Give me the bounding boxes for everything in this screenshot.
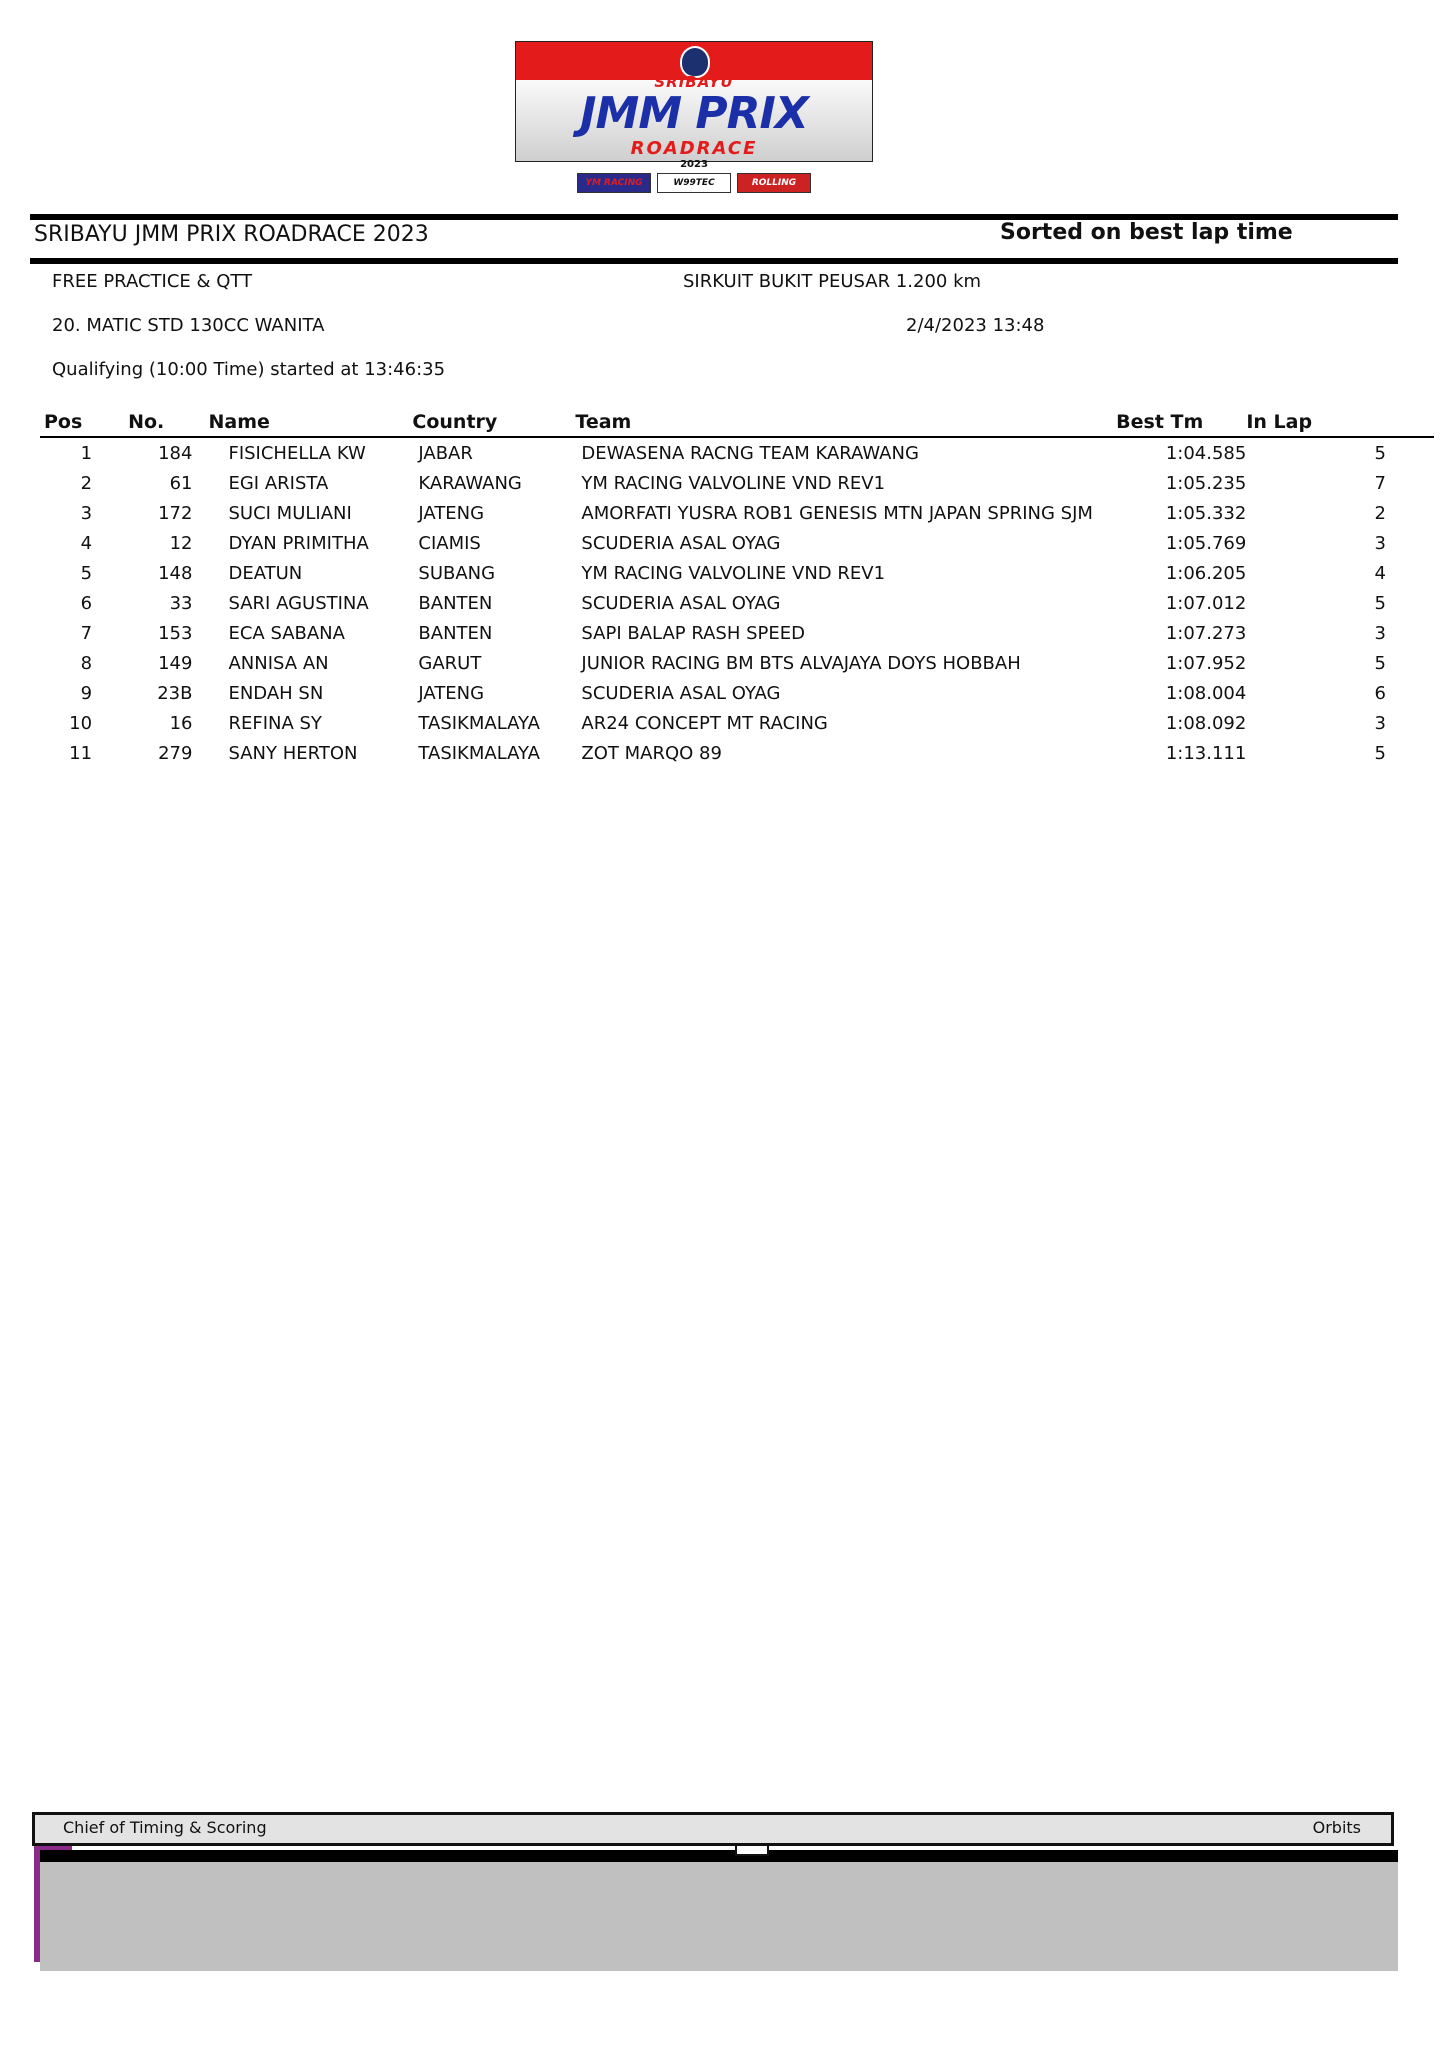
cell-no: 279	[158, 742, 193, 764]
cell-name: DYAN PRIMITHA	[228, 532, 369, 554]
header-rule-bottom	[30, 258, 1398, 264]
cell-name: SUCI MULIANI	[228, 502, 352, 524]
table-row	[40, 648, 1434, 678]
table-row	[40, 588, 1434, 618]
cell-pos: 2	[80, 472, 93, 494]
cell-name: ECA SABANA	[228, 622, 345, 644]
session-start: Qualifying (10:00 Time) started at 13:46:35	[52, 359, 446, 380]
cell-best-time: 1:05.769	[1165, 532, 1247, 554]
cell-best-time: 1:13.111	[1165, 742, 1247, 764]
cell-pos: 5	[80, 562, 93, 584]
cell-country: CIAMIS	[418, 532, 481, 554]
cell-country: BANTEN	[418, 622, 493, 644]
cell-no: 12	[169, 532, 193, 554]
cell-team: DEWASENA RACNG TEAM KARAWANG	[581, 442, 919, 464]
cell-no: 172	[158, 502, 193, 524]
logo-frame	[515, 41, 873, 162]
table-row	[40, 738, 1434, 768]
cell-pos: 9	[80, 682, 93, 704]
footer-purple-corner	[34, 1846, 72, 1850]
cell-country: GARUT	[418, 652, 482, 674]
session-type: FREE PRACTICE & QTT	[52, 271, 253, 292]
report-datetime: 2/4/2023 13:48	[906, 315, 1045, 336]
logo-brand-text: SRIBAYU	[654, 73, 734, 91]
sponsor-logo: YM RACING	[577, 173, 651, 193]
table-row	[40, 558, 1434, 588]
column-header-pos: Pos	[40, 408, 102, 437]
cell-country: SUBANG	[418, 562, 496, 584]
event-logo	[515, 41, 873, 206]
event-title: SRIBAYU JMM PRIX ROADRACE 2023	[34, 222, 429, 247]
results-table	[40, 408, 1434, 768]
cell-in-lap: 2	[1374, 502, 1386, 524]
cell-no: 23B	[157, 682, 193, 704]
footer-chief-timing: Chief of Timing & Scoring	[63, 1818, 267, 1837]
cell-no: 16	[169, 712, 193, 734]
cell-in-lap: 7	[1374, 472, 1386, 494]
cell-pos: 4	[80, 532, 93, 554]
column-header-team: Team	[575, 408, 1116, 437]
table-header-row	[40, 408, 1434, 437]
cell-no: 184	[158, 442, 193, 464]
cell-name: ENDAH SN	[228, 682, 324, 704]
table-row	[40, 678, 1434, 708]
sponsor-logo: W99TEC	[657, 173, 731, 193]
footer-tab-marker	[735, 1844, 769, 1856]
cell-pos: 11	[69, 742, 93, 764]
cell-team: AMORFATI YUSRA ROB1 GENESIS MTN JAPAN SPRING SJM	[581, 502, 1093, 524]
logo-year: 2023	[680, 159, 708, 170]
column-header-in-lap: In Lap	[1246, 408, 1434, 437]
cell-best-time: 1:07.273	[1165, 622, 1247, 644]
cell-team: ZOT MARQO 89	[581, 742, 722, 764]
results-body	[40, 437, 1434, 768]
cell-country: TASIKMALAYA	[418, 712, 540, 734]
sort-note: Sorted on best lap time	[1000, 220, 1293, 245]
cell-name: EGI ARISTA	[228, 472, 329, 494]
cell-pos: 10	[69, 712, 93, 734]
cell-best-time: 1:08.004	[1165, 682, 1247, 704]
cell-best-time: 1:06.205	[1165, 562, 1247, 584]
cell-name: REFINA SY	[228, 712, 322, 734]
cell-no: 148	[158, 562, 193, 584]
cell-country: JATENG	[418, 682, 485, 704]
table-row	[40, 708, 1434, 738]
cell-best-time: 1:05.235	[1165, 472, 1247, 494]
cell-in-lap: 4	[1374, 562, 1386, 584]
cell-best-time: 1:08.092	[1165, 712, 1247, 734]
cell-in-lap: 5	[1374, 652, 1386, 674]
race-class: 20. MATIC STD 130CC WANITA	[52, 315, 325, 336]
cell-name: SARI AGUSTINA	[228, 592, 369, 614]
cell-in-lap: 5	[1374, 742, 1386, 764]
cell-in-lap: 3	[1374, 712, 1386, 734]
cell-pos: 8	[80, 652, 93, 674]
cell-pos: 7	[80, 622, 93, 644]
cell-in-lap: 3	[1374, 532, 1386, 554]
cell-country: JATENG	[418, 502, 485, 524]
table-row	[40, 498, 1434, 528]
cell-no: 149	[158, 652, 193, 674]
cell-country: BANTEN	[418, 592, 493, 614]
logo-main-text: JMM PRIX	[580, 88, 808, 139]
cell-team: SCUDERIA ASAL OYAG	[581, 592, 781, 614]
table-row	[40, 437, 1434, 468]
cell-team: YM RACING VALVOLINE VND REV1	[581, 472, 886, 494]
table-row	[40, 468, 1434, 498]
cell-in-lap: 3	[1374, 622, 1386, 644]
cell-team: SCUDERIA ASAL OYAG	[581, 532, 781, 554]
cell-team: SCUDERIA ASAL OYAG	[581, 682, 781, 704]
cell-best-time: 1:07.012	[1165, 592, 1247, 614]
cell-country: JABAR	[418, 442, 473, 464]
column-header-no: No.	[102, 408, 192, 437]
footer-black-rule	[38, 1850, 1398, 1862]
cell-team: SAPI BALAP RASH SPEED	[581, 622, 806, 644]
cell-no: 153	[158, 622, 193, 644]
footer-orbits: Orbits	[1312, 1818, 1361, 1837]
cell-name: ANNISA AN	[228, 652, 329, 674]
cell-country: TASIKMALAYA	[418, 742, 540, 764]
cell-team: JUNIOR RACING BM BTS ALVAJAYA DOYS HOBBAH	[581, 652, 1021, 674]
cell-team: YM RACING VALVOLINE VND REV1	[581, 562, 886, 584]
column-header-name: Name	[192, 408, 412, 437]
table-row	[40, 528, 1434, 558]
cell-in-lap: 5	[1374, 592, 1386, 614]
column-header-country: Country	[412, 408, 575, 437]
cell-best-time: 1:07.952	[1165, 652, 1247, 674]
sponsor-logo: ROLLING SPEED	[737, 173, 811, 193]
cell-name: SANY HERTON	[228, 742, 358, 764]
sponsor-logos	[577, 173, 811, 206]
cell-best-time: 1:04.585	[1165, 442, 1247, 464]
cell-no: 61	[169, 472, 193, 494]
cell-in-lap: 6	[1374, 682, 1386, 704]
cell-name: DEATUN	[228, 562, 303, 584]
circuit-name: SIRKUIT BUKIT PEUSAR 1.200 km	[683, 271, 982, 292]
footer-bar	[32, 1812, 1394, 1846]
table-row	[40, 618, 1434, 648]
cell-country: KARAWANG	[418, 472, 522, 494]
cell-no: 33	[169, 592, 193, 614]
cell-pos: 3	[80, 502, 93, 524]
footer-gray-panel	[40, 1862, 1398, 1971]
cell-pos: 1	[80, 442, 93, 464]
cell-name: FISICHELLA KW	[228, 442, 366, 464]
cell-team: AR24 CONCEPT MT RACING	[581, 712, 828, 734]
logo-sub-text: ROADRACE	[630, 138, 758, 159]
cell-best-time: 1:05.332	[1165, 502, 1247, 524]
footer-purple-edge	[34, 1850, 40, 1962]
column-header-best-time: Best Tm	[1116, 408, 1246, 437]
cell-pos: 6	[80, 592, 93, 614]
cell-in-lap: 5	[1374, 442, 1386, 464]
